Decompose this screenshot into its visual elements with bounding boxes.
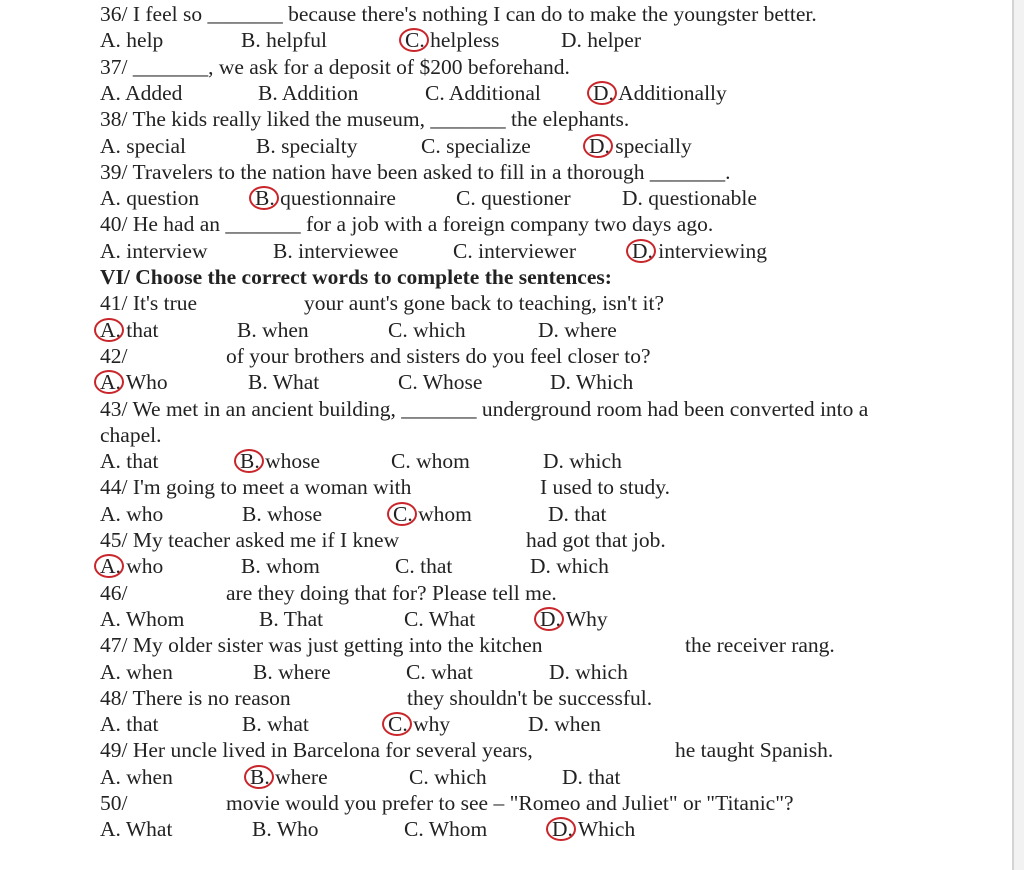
answer-option[interactable]: D. helper — [561, 28, 641, 53]
answer-option[interactable]: C. Whom — [404, 817, 488, 842]
stem-text: 39/ Travelers to the nation have been asked to fill in a thorough _______. — [100, 159, 731, 184]
answer-option[interactable]: C. interviewer — [453, 238, 576, 263]
stem-text: chapel. — [100, 422, 162, 447]
stem-text: 36/ I feel so _______ because there's nothing I can do to make the youngster better. — [100, 2, 817, 26]
stem-text: they shouldn't be successful. — [407, 685, 653, 710]
answer-option[interactable]: A. question — [100, 186, 200, 211]
stem-text: 41/ It's true — [100, 291, 198, 316]
answer-option[interactable]: A. special — [100, 133, 186, 158]
answer-option[interactable]: B. when — [237, 317, 309, 342]
answer-option[interactable]: D. Additionally — [593, 80, 727, 105]
stem-text: 47/ My older sister was just getting into the kitchen — [100, 633, 543, 658]
answer-option[interactable]: D. which — [549, 659, 628, 684]
answer-option[interactable]: C. which — [409, 764, 487, 789]
answer-option[interactable]: A. interview — [100, 238, 208, 263]
answer-option[interactable]: A. Whom — [100, 606, 185, 631]
stem-text: movie would you prefer to see – "Romeo and Juliet" or "Titanic"? — [226, 791, 794, 815]
answer-option[interactable]: B. specialty — [256, 133, 358, 158]
stem-text: 45/ My teacher asked me if I knew — [100, 528, 400, 552]
answer-option[interactable]: C. what — [406, 659, 473, 684]
stem-text: 46/ — [100, 580, 128, 605]
answer-option[interactable]: D. where — [538, 317, 617, 342]
answer-option[interactable]: B. whose — [242, 501, 323, 526]
stem-text: 44/ I'm going to meet a woman with — [100, 475, 412, 500]
answer-option[interactable]: D. Which — [550, 370, 634, 395]
answer-option[interactable]: A. that — [100, 712, 159, 737]
stem-text: are they doing that for? Please tell me. — [226, 580, 557, 605]
answer-option[interactable]: D. when — [528, 712, 601, 737]
answer-option[interactable]: D. that — [562, 764, 621, 789]
answer-option[interactable]: D. that — [548, 501, 607, 526]
stem-text: 38/ The kids really liked the museum, _______ the elephants. — [100, 107, 630, 132]
stem-text: had got that job. — [526, 528, 666, 552]
answer-option[interactable]: A. who — [100, 554, 164, 579]
answer-option[interactable]: C. that — [395, 554, 453, 579]
answer-option[interactable]: B. what — [242, 712, 309, 737]
answer-option[interactable]: D. interviewing — [632, 238, 767, 263]
stem-text: your aunt's gone back to teaching, isn't it? — [304, 291, 665, 316]
stem-text: 49/ Her uncle lived in Barcelona for several years, — [100, 738, 533, 763]
answer-option[interactable]: B. What — [248, 370, 320, 395]
answer-option[interactable]: C. whom — [391, 449, 470, 474]
stem-text: 40/ He had an _______ for a job with a foreign company two days ago. — [100, 212, 714, 237]
answer-option[interactable]: D. questionable — [622, 186, 757, 211]
answer-option[interactable]: B. questionnaire — [255, 186, 396, 211]
answer-option[interactable]: D. Why — [540, 606, 608, 631]
answer-option[interactable]: B. Addition — [258, 80, 359, 105]
answer-option[interactable]: B. Who — [252, 817, 319, 842]
stem-text: VI/ Choose the correct words to complete the sentences: — [100, 265, 612, 289]
answer-option[interactable]: C. Whose — [398, 370, 483, 395]
answer-option[interactable]: A. that — [100, 449, 159, 474]
answer-option[interactable]: A. Added — [100, 80, 183, 105]
answer-option[interactable]: B. where — [253, 659, 331, 684]
stem-text: 50/ — [100, 791, 128, 815]
stem-text: of your brothers and sisters do you feel closer to? — [226, 343, 651, 368]
answer-option[interactable]: C. specialize — [421, 133, 531, 158]
stem-text: 37/ _______, we ask for a deposit of $200 beforehand. — [100, 54, 570, 79]
answer-option[interactable]: B. where — [250, 764, 328, 789]
answer-option[interactable]: D. which — [530, 554, 609, 579]
answer-option[interactable]: A. who — [100, 501, 164, 526]
stem-text: I used to study. — [540, 475, 670, 500]
answer-option[interactable]: A. when — [100, 764, 173, 789]
answer-option[interactable]: B. That — [259, 606, 324, 631]
answer-option[interactable]: C. whom — [393, 501, 472, 526]
answer-option[interactable]: C. why — [388, 712, 451, 737]
stem-text: 48/ There is no reason — [100, 685, 291, 710]
answer-option[interactable]: C. Additional — [425, 80, 541, 105]
answer-option[interactable]: A. Who — [100, 370, 168, 395]
answer-option[interactable]: B. whom — [241, 554, 320, 579]
stem-text: the receiver rang. — [685, 633, 835, 658]
answer-option[interactable]: D. specially — [589, 133, 692, 158]
answer-option[interactable]: B. interviewee — [273, 238, 399, 263]
answer-option[interactable]: C. What — [404, 606, 476, 631]
stem-text: 42/ — [100, 343, 128, 368]
answer-option[interactable]: C. which — [388, 317, 466, 342]
answer-option[interactable]: A. What — [100, 817, 173, 842]
answer-option[interactable]: A. when — [100, 659, 173, 684]
answer-option[interactable]: D. which — [543, 449, 622, 474]
answer-option[interactable]: A. that — [100, 317, 159, 342]
stem-text: 43/ We met in an ancient building, _______ underground room had been converted into a — [100, 396, 869, 421]
answer-option[interactable]: C. questioner — [456, 186, 571, 211]
stem-text: he taught Spanish. — [675, 738, 834, 763]
answer-option[interactable]: A. help — [100, 28, 164, 53]
answer-option[interactable]: C. helpless — [405, 28, 500, 53]
answer-option[interactable]: B. whose — [240, 449, 321, 474]
answer-option[interactable]: B. helpful — [241, 28, 327, 53]
answer-option[interactable]: D. Which — [552, 817, 636, 842]
